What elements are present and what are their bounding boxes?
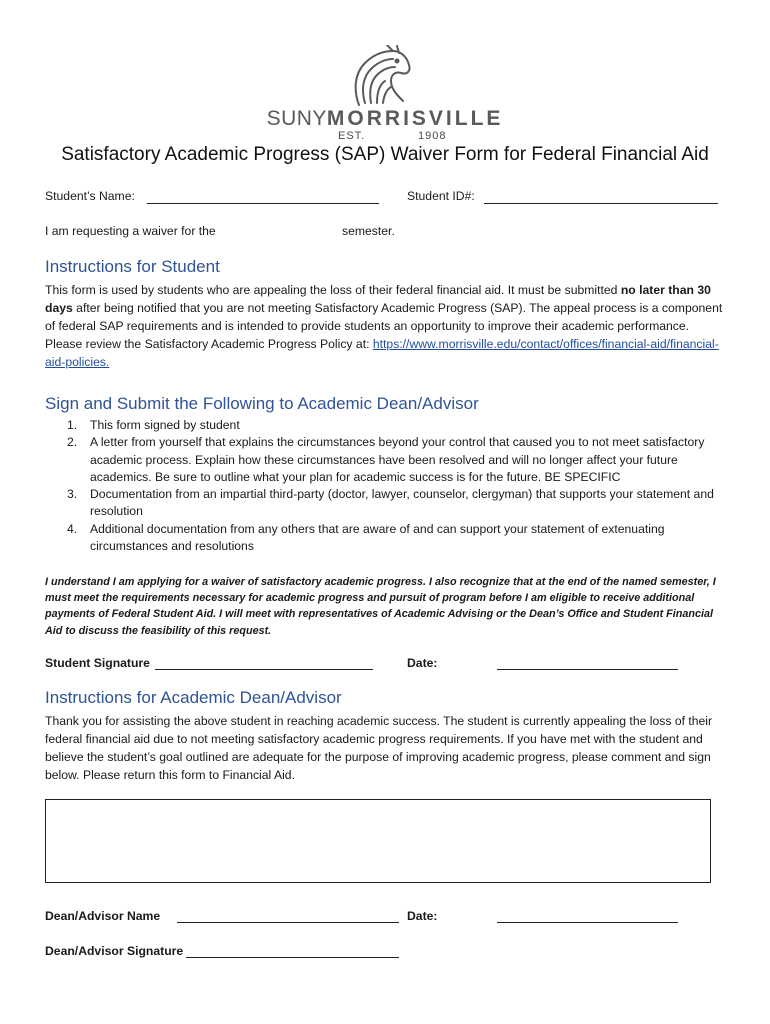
student-name-label: Student’s Name: [45,189,135,203]
list-text: A letter from yourself that explains the circumstances beyond your control that caused you to not meet satisfactory academic process. Explain how these circumstances have been resolved and will no longer affect your future academics. Be sure to outline what your plan for academic success is for the future. BE SPECIFIC [90,435,705,484]
dean-date-label: Date: [407,909,438,923]
horse-head-icon [347,45,417,111]
list-number: 3. [67,487,78,502]
est-year: 1908 [418,130,447,142]
list-item [45,521,725,556]
list-item [45,417,725,434]
instructions-dean-text: Thank you for assisting the above student in reaching academic success. The student is currently appealing the loss of their federal financial aid due to not meeting satisfactory academic progress requirements. If you have met with the student and believe the student’s goal outlined are adequate for the purpose of improving academic progress, please comment and sign below. Please return this form to Financial Aid. [45,714,713,782]
brand-suny: SUNY [266,107,327,130]
deadline-text: no later than 30 days [45,283,711,315]
instructions-text-b: after being notified that you are not meeting Satisfactory Academic Progress (SAP). The appeal process is a component of federal SAP requirements and is intended to provide students an opportunity to improve their academic performance. Please review the Satisfactory Academic Progress Policy at: [45,301,723,351]
student-id-label: Student ID#: [407,189,475,203]
dean-comment-box[interactable] [45,799,711,883]
student-id-field[interactable] [484,189,718,204]
submit-heading: Sign and Submit the Following to Academic Dean/Advisor [45,394,479,413]
list-number: 4. [67,521,78,536]
dean-signature-label: Dean/Advisor Signature [45,944,184,958]
dean-date-field[interactable] [497,908,678,923]
est-label: EST. [338,130,366,142]
student-name-field[interactable] [147,189,379,204]
list-text: This form signed by student [90,418,240,432]
logo [0,40,770,140]
list-number: 1. [67,418,78,432]
semester-field[interactable] [228,224,336,238]
instructions-text-a: This form is used by students who are appealing the loss of their federal financial aid. It must be submitted [45,283,621,297]
student-signature-field[interactable] [155,655,373,670]
policy-link[interactable]: https://www.morrisville.edu/contact/offices/financial-aid/financial-aid-policies. [45,337,719,369]
list-text: Documentation from an impartial third-party (doctor, lawyer, counselor, clergyman) that supports your statement and resolution [90,487,714,519]
dean-name-label: Dean/Advisor Name [45,909,161,923]
student-statement: I understand I am applying for a waiver of satisfactory academic progress. I also recognize that at the end of the named semester, I must meet the requirements necessary for academic progress and pursuit of program before I am eligible to receive additional payments of Federal Student Aid. I will meet with representatives of Academic Advising or the Dean’s Office and Student Financial Aid to discuss the feasibility of this request. [45,576,716,637]
student-signature-label: Student Signature [45,656,150,670]
list-item [45,486,725,521]
student-date-field[interactable] [497,655,678,670]
list-number: 2. [67,435,78,450]
list-item [45,434,725,486]
list-text: Additional documentation from any others that are aware of and can support your statement of extenuating circumstances and resolutions [90,521,665,554]
instructions-student-heading: Instructions for Student [45,257,220,276]
waiver-prefix: I am requesting a waiver for the [45,224,216,238]
page-title: Satisfactory Academic Progress (SAP) Waiver Form for Federal Financial Aid [61,144,709,165]
brand-name [0,107,770,131]
brand-morrisville: MORRISVILLE [326,107,504,130]
submit-list [45,417,725,555]
instructions-dean-heading: Instructions for Academic Dean/Advisor [45,688,342,707]
waiver-suffix: semester. [342,224,395,238]
instructions-student-text [45,281,725,371]
dean-name-field[interactable] [177,908,399,923]
student-date-label: Date: [407,656,438,670]
dean-signature-field[interactable] [186,943,399,958]
